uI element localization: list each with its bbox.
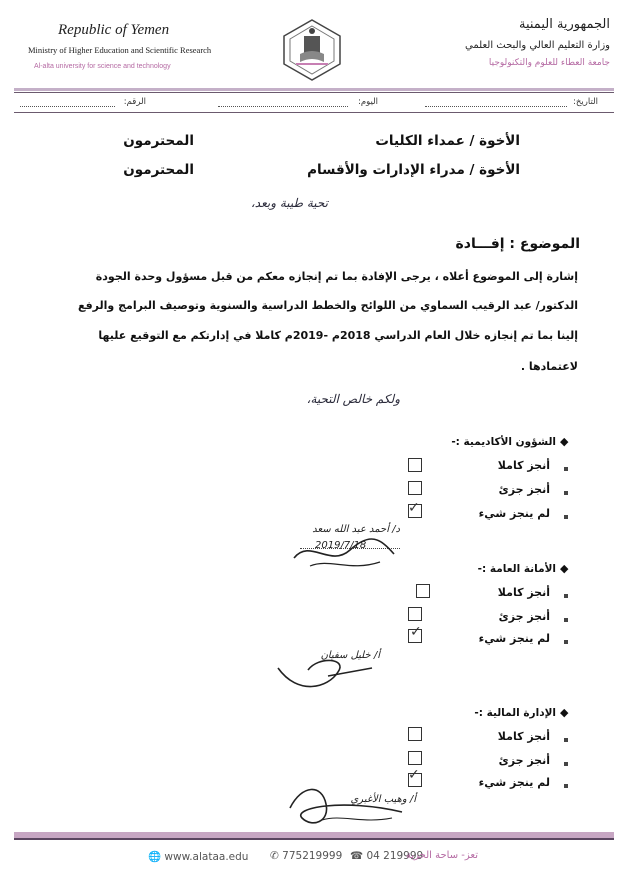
header-bottom-rule: [14, 112, 614, 113]
finance-option-complete: أنجز كاملا: [497, 730, 550, 743]
english-ministry-name: Ministry of Higher Education and Scientific Research: [28, 45, 212, 55]
body-line-4: لاعتمادها .: [520, 360, 578, 373]
english-university-name: Al-alta university for science and technology: [34, 63, 171, 70]
number-field: [20, 97, 115, 107]
bullet-icon: [564, 467, 568, 471]
diamond-bullet-icon: ◆: [560, 562, 569, 575]
bullet-icon: [564, 784, 568, 788]
finance-option-partial: أنجز جزئ: [498, 754, 550, 767]
finance-signatory: أ/ وهيب الأغبري: [350, 794, 416, 805]
day-label: اليوم:: [357, 97, 378, 107]
check-mark-icon: ✓: [408, 767, 420, 783]
website-row: [148, 850, 248, 863]
footer-phone-1: 775219999: [282, 850, 343, 862]
secretariat-option-none: لم ينجز شيء: [478, 632, 550, 645]
secretariat-signatory: أ/ خليل سفيان: [320, 650, 380, 661]
secretariat-signature-icon: [268, 648, 378, 698]
recipient-1-honorific: المحترمون: [123, 133, 194, 149]
finance-checkbox-partial[interactable]: [408, 751, 422, 765]
section-academic-title: الشؤون الأكاديمية :-: [451, 436, 556, 448]
footer-band-rule: [14, 838, 614, 840]
number-label: الرقم:: [123, 97, 146, 107]
greeting: تحية طيبة وبعد،: [250, 196, 328, 210]
landline-icon: ☎: [350, 850, 364, 862]
body-line-3: إلينا بما تم إنجازه خلال العام الدراسي 2018م -2019م كاملا في إدارتكم مع التوقيع عليها: [98, 329, 578, 342]
date-label: التاريخ:: [573, 97, 598, 107]
diamond-bullet-icon: ◆: [560, 435, 569, 448]
globe-icon: 🌐: [148, 851, 162, 863]
footer-address: تعز- ساحة الحرية: [405, 850, 478, 861]
bullet-icon: [564, 594, 568, 598]
arabic-republic-title: الجمهورية اليمنية: [518, 17, 610, 32]
header-band-rule: [14, 92, 614, 93]
finance-checkbox-complete[interactable]: [408, 727, 422, 741]
day-field: [218, 97, 348, 107]
secretariat-checkbox-complete[interactable]: [416, 584, 430, 598]
recipient-1: الأخوة / عمداء الكليات: [375, 133, 520, 149]
arabic-university-name: جامعة العطاء للعلوم والتكنولوجيا: [488, 58, 610, 68]
bullet-icon: [564, 762, 568, 766]
bullet-icon: [564, 640, 568, 644]
finance-option-none: لم ينجز شيء: [478, 776, 550, 789]
secretariat-option-partial: أنجز جزئ: [498, 610, 550, 623]
recipient-2-honorific: المحترمون: [123, 162, 194, 178]
footer-website[interactable]: www.alataa.edu: [164, 851, 249, 863]
bullet-icon: [564, 738, 568, 742]
academic-handwritten-date: 2019/7/18: [315, 540, 367, 551]
university-logo: [278, 18, 346, 82]
academic-signatory: د/ أحمد عبد الله سعد: [312, 524, 400, 535]
secretariat-checkbox-partial[interactable]: [408, 607, 422, 621]
body-line-2: الدكتور/ عبد الرقيب السماوي من اللوائح والخطط الدراسية والسنوية وتوصيف البرامج والرفع: [77, 299, 578, 312]
academic-signature-icon: [290, 528, 400, 580]
subject-line: الموضوع : إفـــادة: [455, 236, 580, 252]
check-mark-icon: ✓: [408, 500, 420, 516]
date-field: [425, 97, 567, 107]
finance-signature-icon: [282, 778, 412, 832]
closing-salutation: ولكم خالص التحية،: [306, 392, 400, 406]
english-republic-title: Republic of Yemen: [58, 22, 170, 38]
header-band: [14, 88, 614, 91]
phone-icon: ✆: [270, 850, 279, 862]
bullet-icon: [564, 491, 568, 495]
footer-phone-2: 04 219999: [366, 850, 424, 862]
body-line-1: إشارة إلى الموضوع أعلاه ، يرجى الإفادة بما تم إنجازه معكم من قبل مسؤول وحدة الجودة: [95, 270, 578, 283]
academic-option-complete: أنجز كاملا: [497, 459, 550, 472]
check-mark-icon: ✓: [410, 624, 422, 640]
bullet-icon: [564, 618, 568, 622]
section-general-secretariat-title: الأمانة العامة :-: [477, 563, 556, 575]
phone-row: [270, 850, 342, 862]
academic-option-partial: أنجز جزئ: [498, 483, 550, 496]
secretariat-option-complete: أنجز كاملا: [497, 586, 550, 599]
academic-option-none: لم ينجز شيء: [478, 507, 550, 520]
arabic-ministry-name: وزارة التعليم العالي والبحث العلمي: [465, 40, 610, 51]
academic-checkbox-complete[interactable]: [408, 458, 422, 472]
diamond-bullet-icon: ◆: [560, 706, 569, 719]
academic-checkbox-partial[interactable]: [408, 481, 422, 495]
section-finance-title: الإدارة المالية :-: [474, 707, 556, 719]
bullet-icon: [564, 515, 568, 519]
recipient-2: الأخوة / مدراء الإدارات والأقسام: [307, 162, 520, 178]
